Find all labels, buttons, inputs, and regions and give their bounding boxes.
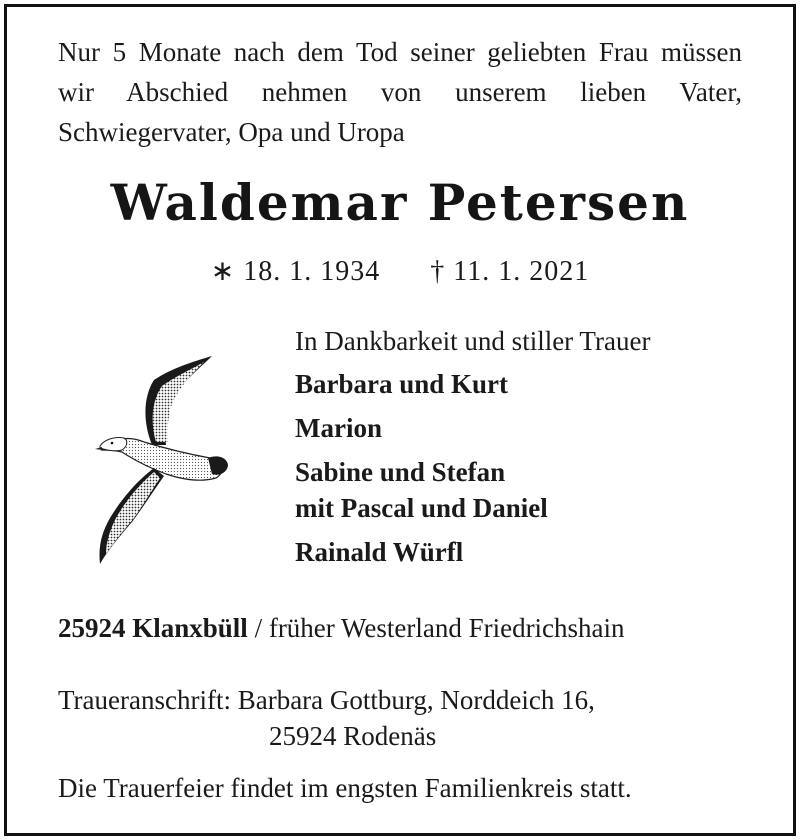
mourner-4: Rainald Würfl [295, 537, 464, 567]
intro-line-1: Nur 5 Monate nach dem Tod seiner geliebten Frau müssen [58, 37, 742, 67]
mourner-1: Barbara und Kurt [295, 369, 509, 399]
residence-former: früher Westerland Friedrichshain [268, 613, 625, 643]
mourner-2: Marion [295, 413, 382, 443]
mourners-intro: In Dankbarkeit und stiller Trauer [295, 326, 651, 356]
mourner-3: Sabine und Stefan [295, 457, 506, 487]
death-date: 11. 1. 2021 [453, 256, 590, 287]
mourning-address [58, 682, 595, 754]
intro-text [58, 32, 742, 152]
birth-symbol: ∗ [210, 256, 236, 287]
mourners-block [295, 322, 745, 570]
birth-date: 18. 1. 1934 [243, 256, 381, 287]
residence-place: 25924 Klanxbüll [58, 613, 248, 643]
residence-separator: / [247, 613, 269, 643]
life-dates [0, 254, 800, 290]
address-line-1: Traueranschrift: Barbara Gottburg, Norddeich 16, [58, 685, 595, 715]
seagull-icon [92, 350, 232, 574]
intro-line-2: wir Abschied nehmen von unserem lieben Vater, [58, 77, 742, 107]
mourner-3-children: mit Pascal und Daniel [295, 493, 548, 523]
residence [58, 610, 625, 646]
funeral-note: Die Trauerfeier findet im engsten Familienkreis statt. [58, 773, 632, 803]
intro-line-3: Schwiegervater, Opa und Uropa [58, 117, 405, 147]
deceased-name: Waldemar Petersen [110, 173, 690, 232]
address-line-2: 25924 Rodenäs [269, 721, 437, 751]
death-symbol: † [430, 256, 446, 287]
